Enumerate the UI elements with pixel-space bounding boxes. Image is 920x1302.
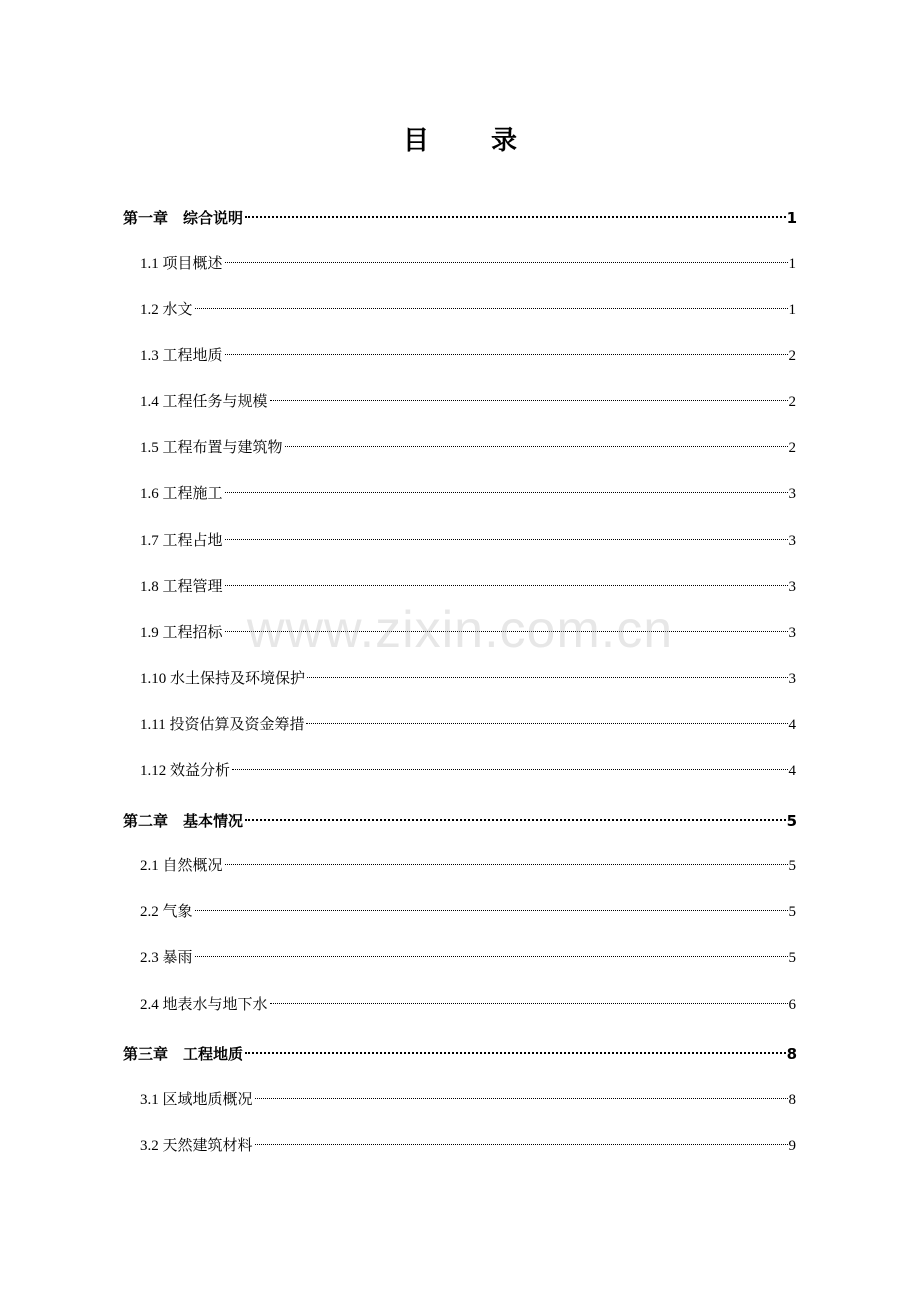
toc-entry-section[interactable] — [140, 713, 796, 737]
watermark-text: www.zixin.com.cn — [246, 601, 674, 659]
toc-entry-page-number: 2 — [788, 348, 796, 364]
toc-entry-page-number: 3 — [788, 579, 796, 595]
dot-leader — [285, 446, 788, 447]
dot-leader — [245, 1052, 786, 1054]
dot-leader — [307, 677, 787, 678]
toc-entry-section[interactable] — [140, 759, 796, 783]
toc-entry-section[interactable] — [140, 854, 796, 878]
dot-leader — [255, 1144, 788, 1145]
toc-entry-section[interactable] — [140, 667, 796, 691]
toc-entry-section[interactable] — [140, 1134, 796, 1158]
dot-leader — [225, 864, 788, 865]
toc-entry-label: 1.4 工程任务与规模 — [140, 394, 268, 410]
toc-entry-section[interactable] — [140, 621, 796, 645]
toc-entry-page-number: 1 — [788, 302, 796, 318]
toc-entry-page-number: 2 — [788, 440, 796, 456]
toc-entry-label: 1.5 工程布置与建筑物 — [140, 440, 283, 456]
toc-entry-section[interactable] — [140, 344, 796, 368]
toc-entry-page-number: 3 — [788, 486, 796, 502]
toc-entry-page-number: 6 — [788, 997, 796, 1013]
toc-entry-page-number: 1 — [788, 256, 796, 272]
toc-entry-label: 第三章 工程地质 — [123, 1045, 244, 1063]
toc-entry-label: 第一章 综合说明 — [123, 209, 244, 227]
toc-entry-label: 第二章 基本情况 — [123, 812, 244, 830]
dot-leader — [225, 631, 788, 632]
toc-entry-page-number: 5 — [788, 858, 796, 874]
toc-entry-section[interactable] — [140, 575, 796, 599]
toc-entry-page-number: 3 — [788, 625, 796, 641]
toc-entry-page-number: 5 — [788, 904, 796, 920]
toc-entry-page-number: 4 — [788, 763, 796, 779]
toc-entry-label: 1.1 项目概述 — [140, 256, 223, 272]
dot-leader — [232, 769, 787, 770]
toc-entry-label: 1.6 工程施工 — [140, 486, 223, 502]
toc-entry-page-number: 5 — [788, 950, 796, 966]
dot-leader — [195, 910, 788, 911]
dot-leader — [225, 492, 788, 493]
dot-leader — [225, 354, 788, 355]
dot-leader — [225, 585, 788, 586]
dot-leader — [270, 1003, 788, 1004]
toc-entry-section[interactable] — [140, 993, 796, 1017]
toc-entry-chapter[interactable] — [123, 1042, 797, 1066]
toc-entry-chapter[interactable] — [123, 809, 797, 833]
toc-entry-label: 2.4 地表水与地下水 — [140, 997, 268, 1013]
toc-title-char-1: 目 — [402, 126, 429, 156]
toc-entry-page-number: 3 — [788, 533, 796, 549]
toc-entry-label: 2.3 暴雨 — [140, 950, 193, 966]
toc-entry-page-number: 4 — [788, 717, 796, 733]
toc-entry-label: 2.2 气象 — [140, 904, 193, 920]
toc-entry-label: 3.2 天然建筑材料 — [140, 1138, 253, 1154]
toc-entry-section[interactable] — [140, 436, 796, 460]
dot-leader — [225, 539, 788, 540]
toc-entry-section[interactable] — [140, 900, 796, 924]
toc-entry-page-number: 8 — [788, 1092, 796, 1108]
dot-leader — [245, 819, 786, 821]
dot-leader — [195, 956, 788, 957]
toc-entry-label: 1.7 工程占地 — [140, 533, 223, 549]
toc-entry-label: 1.8 工程管理 — [140, 579, 223, 595]
toc-entry-label: 1.9 工程招标 — [140, 625, 223, 641]
toc-entry-section[interactable] — [140, 252, 796, 276]
toc-entry-section[interactable] — [140, 529, 796, 553]
toc-title-char-2: 录 — [491, 126, 518, 156]
toc-entry-label: 1.11 投资估算及资金筹措 — [140, 717, 305, 733]
toc-entry-section[interactable] — [140, 390, 796, 414]
toc-entry-page-number: 8 — [786, 1045, 797, 1063]
toc-entry-page-number: 3 — [788, 671, 796, 687]
toc-entry-label: 2.1 自然概况 — [140, 858, 223, 874]
toc-entry-section[interactable] — [140, 946, 796, 970]
toc-entry-label: 3.1 区域地质概况 — [140, 1092, 253, 1108]
dot-leader — [245, 216, 786, 218]
toc-entry-page-number: 1 — [786, 209, 797, 227]
dot-leader — [270, 400, 788, 401]
toc-entry-label: 1.12 效益分析 — [140, 763, 231, 779]
toc-entry-label: 1.3 工程地质 — [140, 348, 223, 364]
toc-entry-page-number: 5 — [786, 812, 797, 830]
toc-entry-section[interactable] — [140, 1088, 796, 1112]
toc-entry-page-number: 2 — [788, 394, 796, 410]
dot-leader — [255, 1098, 788, 1099]
toc-title — [0, 120, 920, 157]
toc-entry-chapter[interactable] — [123, 206, 797, 230]
toc-entry-label: 1.10 水土保持及环境保护 — [140, 671, 306, 687]
dot-leader — [225, 262, 788, 263]
toc-entry-section[interactable] — [140, 298, 796, 322]
toc-entry-section[interactable] — [140, 482, 796, 506]
dot-leader — [306, 723, 787, 724]
dot-leader — [195, 308, 788, 309]
toc-entry-label: 1.2 水文 — [140, 302, 193, 318]
toc-entry-page-number: 9 — [788, 1138, 796, 1154]
